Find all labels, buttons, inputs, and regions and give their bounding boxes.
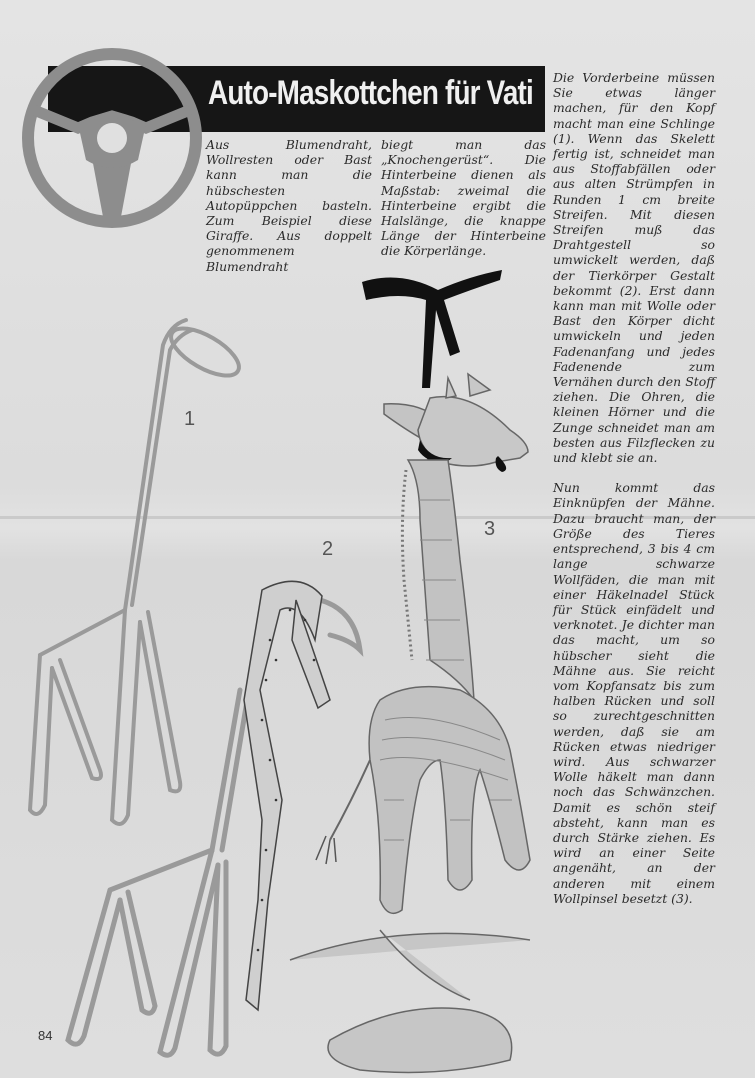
text-column-3 (553, 70, 715, 906)
giraffe-figure (290, 270, 530, 1072)
text-column-2 (381, 137, 546, 259)
page-title: Auto-Maskottchen für Vati (208, 74, 533, 112)
figure-label-1: 1 (184, 408, 196, 430)
fabric-strip (244, 581, 330, 1010)
page-number: 84 (38, 1028, 53, 1043)
column-2-text: biegt man das „Knochengerüst“. Die Hinterbeine dienen als Maßstab: zweimal die Hinterbeine ergibt die Halslänge, die knappe Länge der Hinterbeine die Körperlänge. (381, 137, 546, 259)
column-3-paragraph-1: Die Vorderbeine müssen Sie etwas länger machen, für den Kopf macht man eine Schlinge (1). Wenn das Skelett fertig ist, schneidet man aus Stoffabfällen oder aus alten Strümpfen in Runden 1 cm breite Streifen. Mit diesen Streifen muß das Drahtgestell so umwickelt werden, daß der Tierkörper Gestalt bekommt (2). Erst dann kann man mit Wolle oder Bast den Körper dicht umwickeln und jeden Fadenanfang und jedes Fadenende zum Vernähen durch den Stoff ziehen. Die Ohren, die kleinen Hörner und die Zunge schneidet man am besten aus Filzflecken zu und klebt sie an. (553, 70, 715, 466)
text-column-1 (206, 137, 372, 274)
figure-label-3: 3 (484, 518, 496, 540)
figure-label-2: 2 (322, 538, 334, 560)
steering-wheel-icon (28, 54, 196, 222)
wire-skeleton-figure (30, 319, 246, 824)
column-1-text: Aus Blumendraht, Wollresten oder Bast kann man die hübschesten Autopüppchen basteln. Zum Beispiel diese Giraffe. Aus doppelt genommenem Blumendraht (206, 137, 372, 274)
column-3-paragraph-2: Nun kommt das Einknüpfen der Mähne. Dazu braucht man, der Größe des Tieres entsprechend, 3 bis 4 cm lange schwarze Wollfäden, die man mit einer Häkelnadel Stück für Stück einfädelt und verknotet. Je dichter man das macht, um so hübscher sieht die Mähne aus. Sie reicht vom Kopfansatz bis zum halben Rücken und soll so zurechtgeschnitten werden, daß sie am Rücken etwas niedriger wird. Aus schwarzer Wolle häkelt man dann noch das Schwänzchen. Damit es schön steif absteht, kann man es durch Stärke ziehen. Es wird an einer Seite angenäht, an der anderen mit einem Wollpinsel besetzt (3). (553, 480, 715, 906)
